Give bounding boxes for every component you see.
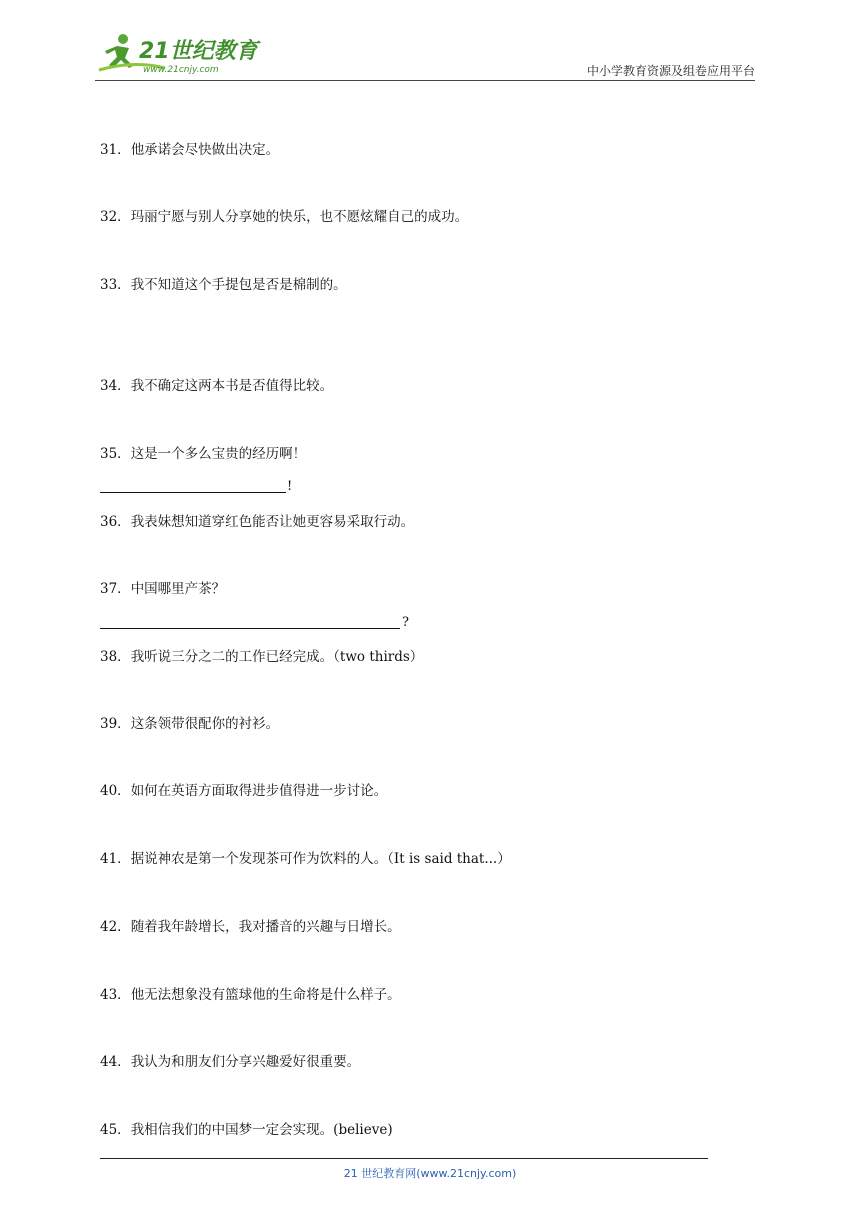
question-number: 42． [100,919,131,935]
answer-line-37[interactable] [100,616,400,629]
question-40 [100,782,387,800]
question-number: 45． [100,1122,131,1138]
question-31 [100,141,279,159]
question-38 [100,648,423,666]
question-number: 35． [100,446,131,462]
question-text: 我表妹想知道穿红色能否让她更容易采取行动。 [130,514,415,530]
question-number: 34． [100,378,131,394]
question-number: 43． [100,987,131,1003]
question-45 [100,1121,393,1139]
question-number: 39． [100,716,131,732]
question-number: 40． [100,783,131,799]
question-number: 36． [100,514,131,530]
platform-name: 中小学教育资源及组卷应用平台 [586,64,755,78]
answer-punct-37: ? [402,615,409,630]
question-34 [100,377,333,395]
answer-punct-35: ! [287,479,293,494]
site-logo [95,30,265,78]
page-header [95,30,755,80]
question-number: 44． [100,1054,131,1070]
question-41 [100,850,511,868]
question-39 [100,715,279,733]
question-44 [100,1053,360,1071]
header-divider [95,80,755,81]
question-35 [100,445,306,463]
question-text: 我不确定这两本书是否值得比较。 [130,378,334,394]
question-32 [100,208,468,226]
logo-url: www.21cnjy.com [143,65,219,75]
question-number: 33． [100,277,131,293]
question-text: 我认为和朋友们分享兴趣爱好很重要。 [130,1054,361,1070]
logo-text: 21世纪教育 [139,39,258,64]
question-33 [100,276,347,294]
question-37 [100,580,225,598]
footer-link[interactable]: 21 世纪教育网(www.21cnjy.com) [343,1167,517,1180]
question-number: 37． [100,581,131,597]
question-42 [100,918,401,936]
question-text: 这条领带很配你的衬衫。 [130,716,280,732]
question-number: 32． [100,209,131,225]
question-text: 如何在英语方面取得进步值得进一步讨论。 [130,783,388,799]
question-text: 玛丽宁愿与别人分享她的快乐，也不愿炫耀自己的成功。 [130,209,469,225]
question-number: 31． [100,142,131,158]
question-text: 据说神农是第一个发现茶可作为饮料的人。（It is said that...） [130,851,511,867]
question-number: 41． [100,851,131,867]
question-text: 我不知道这个手提包是否是棉制的。 [130,277,347,293]
question-36 [100,513,414,531]
question-text: 随着我年龄增长，我对播音的兴趣与日增长。 [130,919,401,935]
question-text: 我相信我们的中国梦一定会实现。(believe) [130,1122,393,1138]
footer-divider [100,1158,708,1159]
question-text: 中国哪里产茶？ [130,581,226,597]
question-number: 38． [100,649,131,665]
question-text: 他无法想象没有篮球他的生命将是什么样子。 [130,987,401,1003]
question-43 [100,986,401,1004]
question-text: 他承诺会尽快做出决定。 [130,142,280,158]
question-text: 这是一个多么宝贵的经历啊！ [130,446,307,462]
question-text: 我听说三分之二的工作已经完成。（two thirds） [130,649,424,665]
answer-line-35[interactable] [100,480,286,493]
